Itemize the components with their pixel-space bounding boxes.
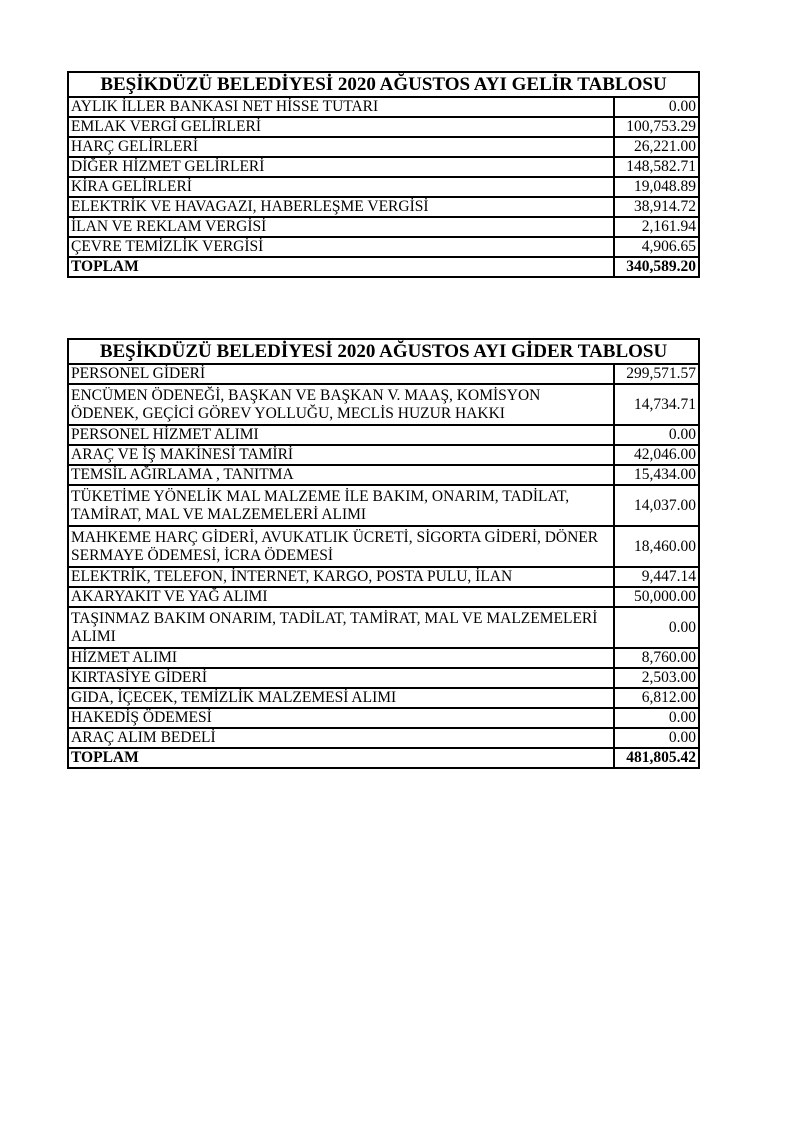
row-value: 15,434.00 bbox=[614, 465, 699, 485]
table-row bbox=[68, 567, 699, 587]
row-label: ARAÇ ALIM BEDELİ bbox=[68, 728, 614, 748]
row-value: 0.00 bbox=[614, 607, 699, 648]
table-row bbox=[68, 648, 699, 668]
expense-table-title: BEŞİKDÜZÜ BELEDİYESİ 2020 AĞUSTOS AYI GİDER TABLOSU bbox=[68, 339, 699, 364]
row-label: KİRA GELİRLERİ bbox=[68, 177, 614, 197]
table-row bbox=[68, 587, 699, 607]
row-value: 42,046.00 bbox=[614, 445, 699, 465]
table-row bbox=[68, 117, 699, 137]
row-value: 9,447.14 bbox=[614, 567, 699, 587]
expense-table bbox=[67, 338, 700, 769]
table-row bbox=[68, 237, 699, 257]
row-value: 100,753.29 bbox=[614, 117, 699, 137]
row-value: 18,460.00 bbox=[614, 526, 699, 567]
row-label: AYLIK İLLER BANKASI NET HİSSE TUTARI bbox=[68, 97, 614, 117]
row-value: 8,760.00 bbox=[614, 648, 699, 668]
table-row bbox=[68, 177, 699, 197]
table-row bbox=[68, 526, 699, 567]
row-value: 148,582.71 bbox=[614, 157, 699, 177]
table-row bbox=[68, 668, 699, 688]
row-value: 14,037.00 bbox=[614, 485, 699, 526]
table-row bbox=[68, 425, 699, 445]
table-row bbox=[68, 217, 699, 237]
table-row bbox=[68, 384, 699, 425]
table-row bbox=[68, 728, 699, 748]
row-label: PERSONEL HİZMET ALIMI bbox=[68, 425, 614, 445]
row-label: ÇEVRE TEMİZLİK VERGİSİ bbox=[68, 237, 614, 257]
row-value: 0.00 bbox=[614, 425, 699, 445]
table-row bbox=[68, 445, 699, 465]
row-value: 299,571.57 bbox=[614, 364, 699, 384]
row-label: KIRTASİYE GİDERİ bbox=[68, 668, 614, 688]
table-row bbox=[68, 364, 699, 384]
row-label: TEMSİL AĞIRLAMA , TANITMA bbox=[68, 465, 614, 485]
row-value: 26,221.00 bbox=[614, 137, 699, 157]
row-value: 2,503.00 bbox=[614, 668, 699, 688]
row-value: 0.00 bbox=[614, 97, 699, 117]
row-label: GIDA, İÇECEK, TEMİZLİK MALZEMESİ ALIMI bbox=[68, 688, 614, 708]
row-value: 6,812.00 bbox=[614, 688, 699, 708]
table-row bbox=[68, 485, 699, 526]
table-row bbox=[68, 97, 699, 117]
row-label: PERSONEL GİDERİ bbox=[68, 364, 614, 384]
table-row bbox=[68, 688, 699, 708]
row-label: AKARYAKIT VE YAĞ ALIMI bbox=[68, 587, 614, 607]
row-value: 2,161.94 bbox=[614, 217, 699, 237]
row-label: HİZMET ALIMI bbox=[68, 648, 614, 668]
row-label: TAŞINMAZ BAKIM ONARIM, TADİLAT, TAMİRAT, MAL VE MALZEMELERİ ALIMI bbox=[68, 607, 614, 648]
row-label: TÜKETİME YÖNELİK MAL MALZEME İLE BAKIM, ONARIM, TADİLAT, TAMİRAT, MAL VE MALZEMELERİ ALIMI bbox=[68, 485, 614, 526]
row-value: 14,734.71 bbox=[614, 384, 699, 425]
income-table-title: BEŞİKDÜZÜ BELEDİYESİ 2020 AĞUSTOS AYI GELİR TABLOSU bbox=[68, 72, 699, 97]
table-row bbox=[68, 465, 699, 485]
row-label: MAHKEME HARÇ GİDERİ, AVUKATLIK ÜCRETİ, SİGORTA GİDERİ, DÖNER SERMAYE ÖDEMESİ, İCRA ÖDEMESİ bbox=[68, 526, 614, 567]
table-row bbox=[68, 708, 699, 728]
row-value: 38,914.72 bbox=[614, 197, 699, 217]
row-label: EMLAK VERGİ GELİRLERİ bbox=[68, 117, 614, 137]
row-label: ELEKTRİK, TELEFON, İNTERNET, KARGO, POSTA PULU, İLAN bbox=[68, 567, 614, 587]
total-row bbox=[68, 257, 699, 277]
table-row bbox=[68, 157, 699, 177]
total-row bbox=[68, 748, 699, 768]
total-label: TOPLAM bbox=[68, 748, 614, 768]
row-value: 4,906.65 bbox=[614, 237, 699, 257]
total-value: 481,805.42 bbox=[614, 748, 699, 768]
total-value: 340,589.20 bbox=[614, 257, 699, 277]
row-label: ARAÇ VE İŞ MAKİNESİ TAMİRİ bbox=[68, 445, 614, 465]
row-label: HAKEDİŞ ÖDEMESİ bbox=[68, 708, 614, 728]
row-label: DİĞER HİZMET GELİRLERİ bbox=[68, 157, 614, 177]
table-row bbox=[68, 197, 699, 217]
row-label: İLAN VE REKLAM VERGİSİ bbox=[68, 217, 614, 237]
row-label: ELEKTRİK VE HAVAGAZI, HABERLEŞME VERGİSİ bbox=[68, 197, 614, 217]
table-row bbox=[68, 137, 699, 157]
row-value: 19,048.89 bbox=[614, 177, 699, 197]
row-label: HARÇ GELİRLERİ bbox=[68, 137, 614, 157]
row-value: 0.00 bbox=[614, 728, 699, 748]
income-table bbox=[67, 71, 700, 278]
row-value: 0.00 bbox=[614, 708, 699, 728]
row-label: ENCÜMEN ÖDENEĞİ, BAŞKAN VE BAŞKAN V. MAAŞ, KOMİSYON ÖDENEK, GEÇİCİ GÖREV YOLLUĞU, MECLİS HUZUR HAKKI bbox=[68, 384, 614, 425]
total-label: TOPLAM bbox=[68, 257, 614, 277]
row-value: 50,000.00 bbox=[614, 587, 699, 607]
table-row bbox=[68, 607, 699, 648]
